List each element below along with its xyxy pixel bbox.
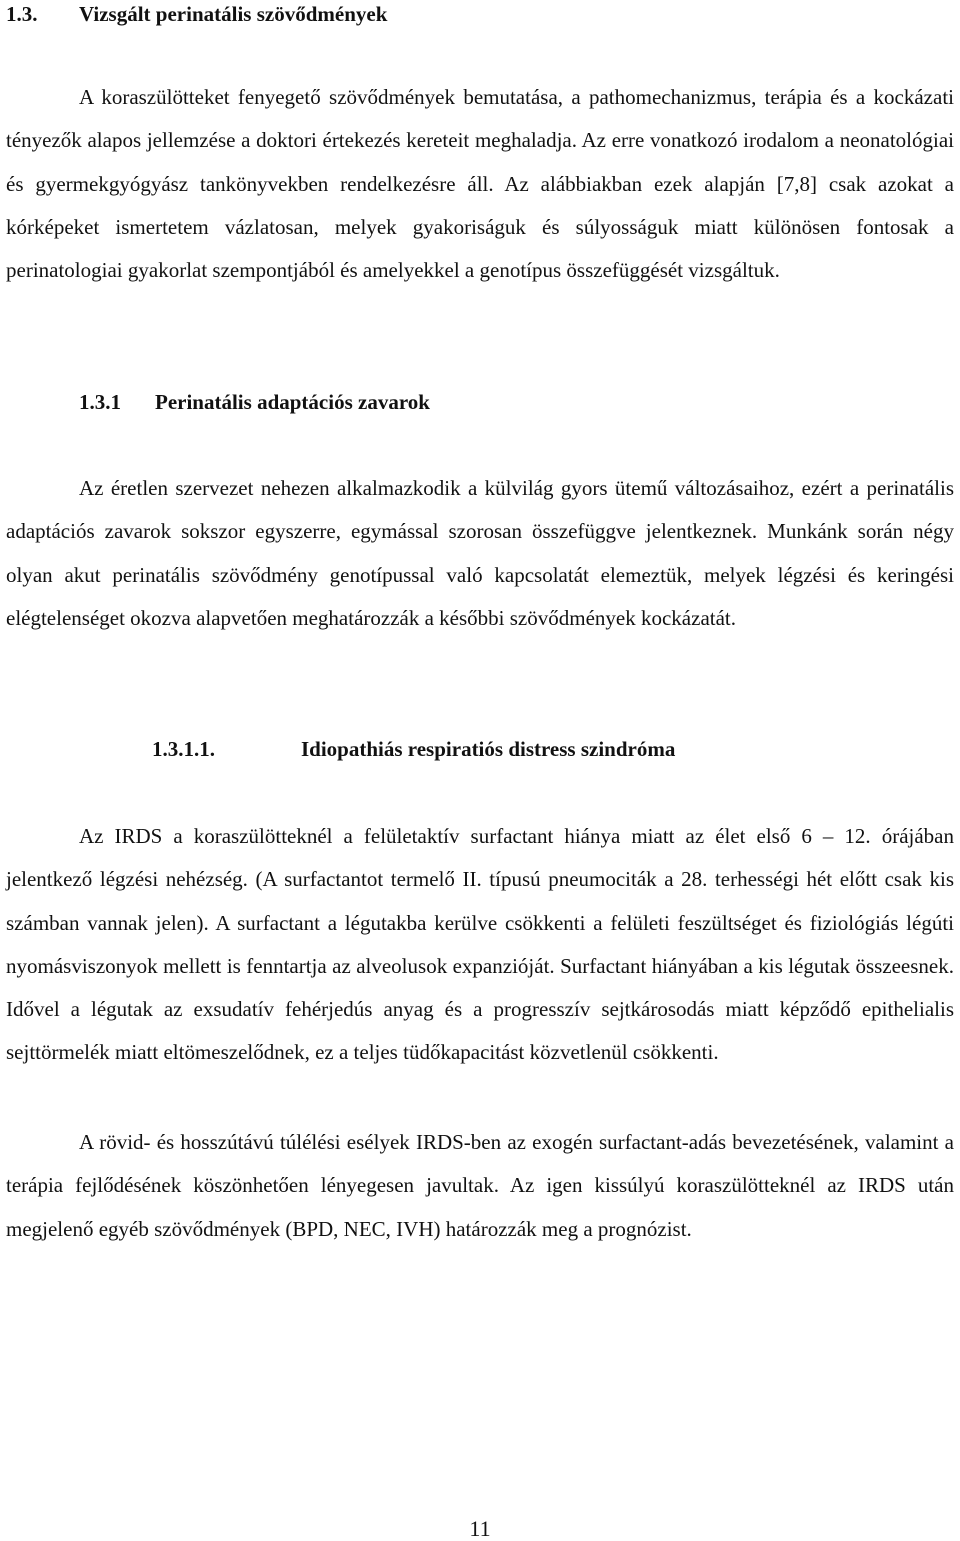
irds-paragraph-1: Az IRDS a koraszülötteknél a felületaktív surfactant hiánya miatt az élet első 6 – 12. órájában jelentkező légzési nehézség. (A surfactantot termelő II. típusú pneumociták a 28. terhességi hét előtt csak kis számban vannak jelen). A surfactant a légutakba kerülve csökkenti a felületi feszültséget és fiziológiás légúti nyomásviszonyok mellett is fenntartja az alveolusok expanzióját. Surfactant hiányában a kis légutak összeesnek. Idővel a légutak az exsudatív fehérjedús anyag és a progresszív sejtkárosodás miatt képződő epithelialis sejttörmelék miatt eltömeszelődnek, ez a teljes tüdőkapacitást közvetlenül csökkenti.: [6, 824, 954, 1065]
adaptation-paragraph: Az éretlen szervezet nehezen alkalmazkodik a külvilág gyors ütemű változásaihoz, ezért a perinatális adaptációs zavarok sokszor egyszerre, egymással szorosan összefüggve jelentkeznek. Munkánk során négy olyan akut perinatális szövődmény genotípussal való kapcsolatát elemeztük, melyek légzési és keringési elégtelenséget okozva alapvetően meghatározzák a későbbi szövődmények kockázatát.: [6, 476, 954, 630]
section-number: 1.3.1: [79, 390, 121, 414]
section-title: Vizsgált perinatális szövődmények: [79, 2, 388, 26]
section-heading-1-3-1: [79, 392, 430, 413]
section-title: Idiopathiás respiratiós distress szindróma: [301, 737, 676, 761]
section-title: Perinatális adaptációs zavarok: [155, 390, 430, 414]
irds-paragraph-2: A rövid- és hosszútávú túlélési esélyek IRDS-ben az exogén surfactant-adás bevezetésének, valamint a terápia fejlődésének köszönhetően lényegesen javultak. Az igen kissúlyú koraszülötteknél az IRDS után megjelenő egyéb szövődmények (BPD, NEC, IVH) határozzák meg a prognózist.: [6, 1130, 954, 1241]
section-heading-1-3-1-1: [152, 739, 675, 760]
section-number: 1.3.1.1.: [152, 737, 215, 761]
section-heading-1-3: [6, 4, 387, 25]
section-number: 1.3.: [6, 2, 38, 26]
intro-paragraph: A koraszülötteket fenyegető szövődmények bemutatása, a pathomechanizmus, terápia és a kockázati tényezők alapos jellemzése a doktori értekezés kereteit meghaladja. Az erre vonatkozó irodalom a neonatológiai és gyermekgyógyász tankönyvekben rendelkezésre áll. Az alábbiakban ezek alapján [7,8] csak azokat a kórképeket ismertetem vázlatosan, melyek gyakoriságuk és súlyosságuk miatt különösen fontosak a perinatologiai gyakorlat szempontjából és amelyekkel a genotípus összefüggését vizsgáltuk.: [6, 85, 954, 283]
page-number: 11: [469, 1516, 491, 1541]
